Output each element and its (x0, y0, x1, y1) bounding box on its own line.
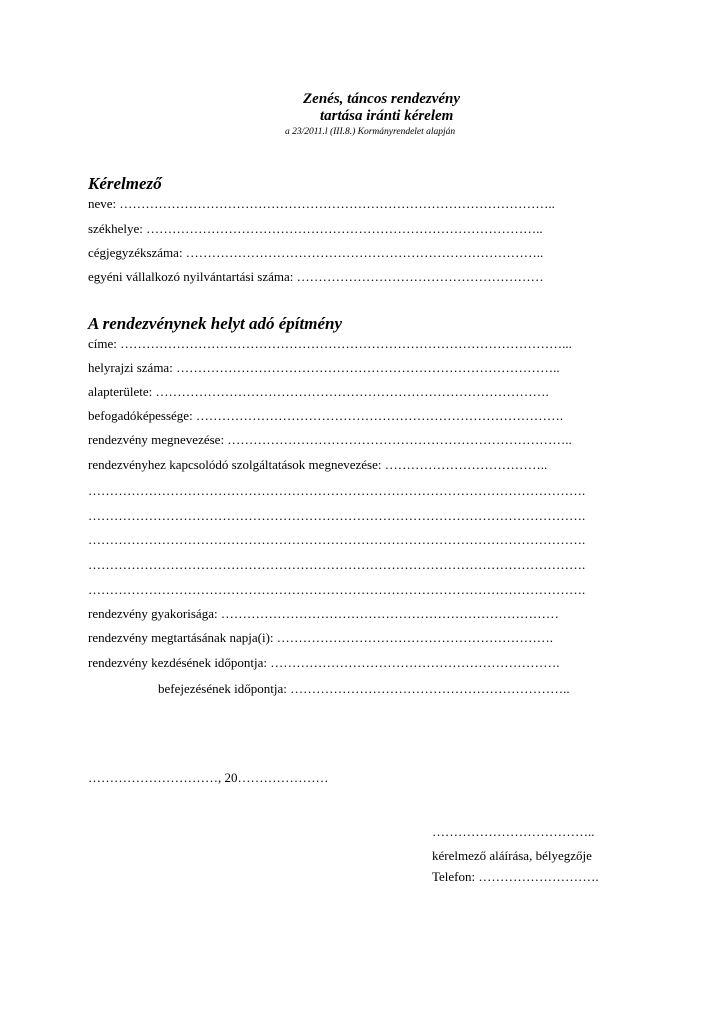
blank-line: ……………………………………………………………………………………………………. (88, 508, 586, 523)
field-related-services: rendezvényhez kapcsolódó szolgáltatások megnevezése: ……………………………….. (88, 457, 548, 472)
field-building-address: címe: …………………………………………………………………………………………... (88, 336, 572, 351)
field-event-name: rendezvény megnevezése: …………………………………………………………………….. (88, 432, 572, 447)
signature-line: ……………………………….. (432, 824, 595, 839)
field-event-end-time: befejezésének időpontja: ……………………………………………………….. (158, 681, 570, 696)
form-legal-basis: a 23/2011.l (III.8.) Kormányrendelet alapján (285, 127, 456, 137)
field-lot-number: helyrajzi száma: …………………………………………………………………………….. (88, 360, 560, 375)
section-heading-building: A rendezvénynek helyt adó építmény (88, 314, 343, 333)
field-floor-area: alapterülete: ………………………………………………………………………………. (88, 384, 549, 399)
field-event-dates: rendezvény megtartásának napja(i): ………………………………………………………. (88, 630, 554, 645)
field-applicant-name: neve: ……………………………………………………………………………………….. (88, 196, 555, 211)
blank-line: ……………………………………………………………………………………………………. (88, 557, 586, 572)
form-title-line1: Zenés, táncos rendezvény (303, 91, 461, 107)
place-and-date: …………………………, 20………………… (88, 770, 329, 785)
field-event-start-time: rendezvény kezdésének időpontja: …………………………………………………………. (88, 655, 560, 670)
field-capacity: befogadóképessége: …………………………………………………………………………. (88, 408, 564, 423)
field-company-registration: cégjegyzékszáma: ……………………………………………………………………….. (88, 245, 544, 260)
blank-line: ……………………………………………………………………………………………………. (88, 483, 586, 498)
section-heading-applicant: Kérelmező (88, 174, 162, 193)
form-title-line2: tartása iránti kérelem (320, 108, 454, 124)
field-applicant-seat: székhelye: ……………………………………………………………………………….. (88, 221, 543, 236)
field-sole-trader-number: egyéni vállalkozó nyilvántartási száma: ………………………………………………… (88, 269, 544, 284)
field-event-frequency: rendezvény gyakorisága: …………………………………………………………………… (88, 606, 559, 621)
field-phone: Telefon: ………………………. (432, 869, 599, 884)
blank-line: ……………………………………………………………………………………………………. (88, 532, 586, 547)
blank-line: ……………………………………………………………………………………………………. (88, 582, 586, 597)
signature-label: kérelmező aláírása, bélyegzője (432, 848, 592, 863)
